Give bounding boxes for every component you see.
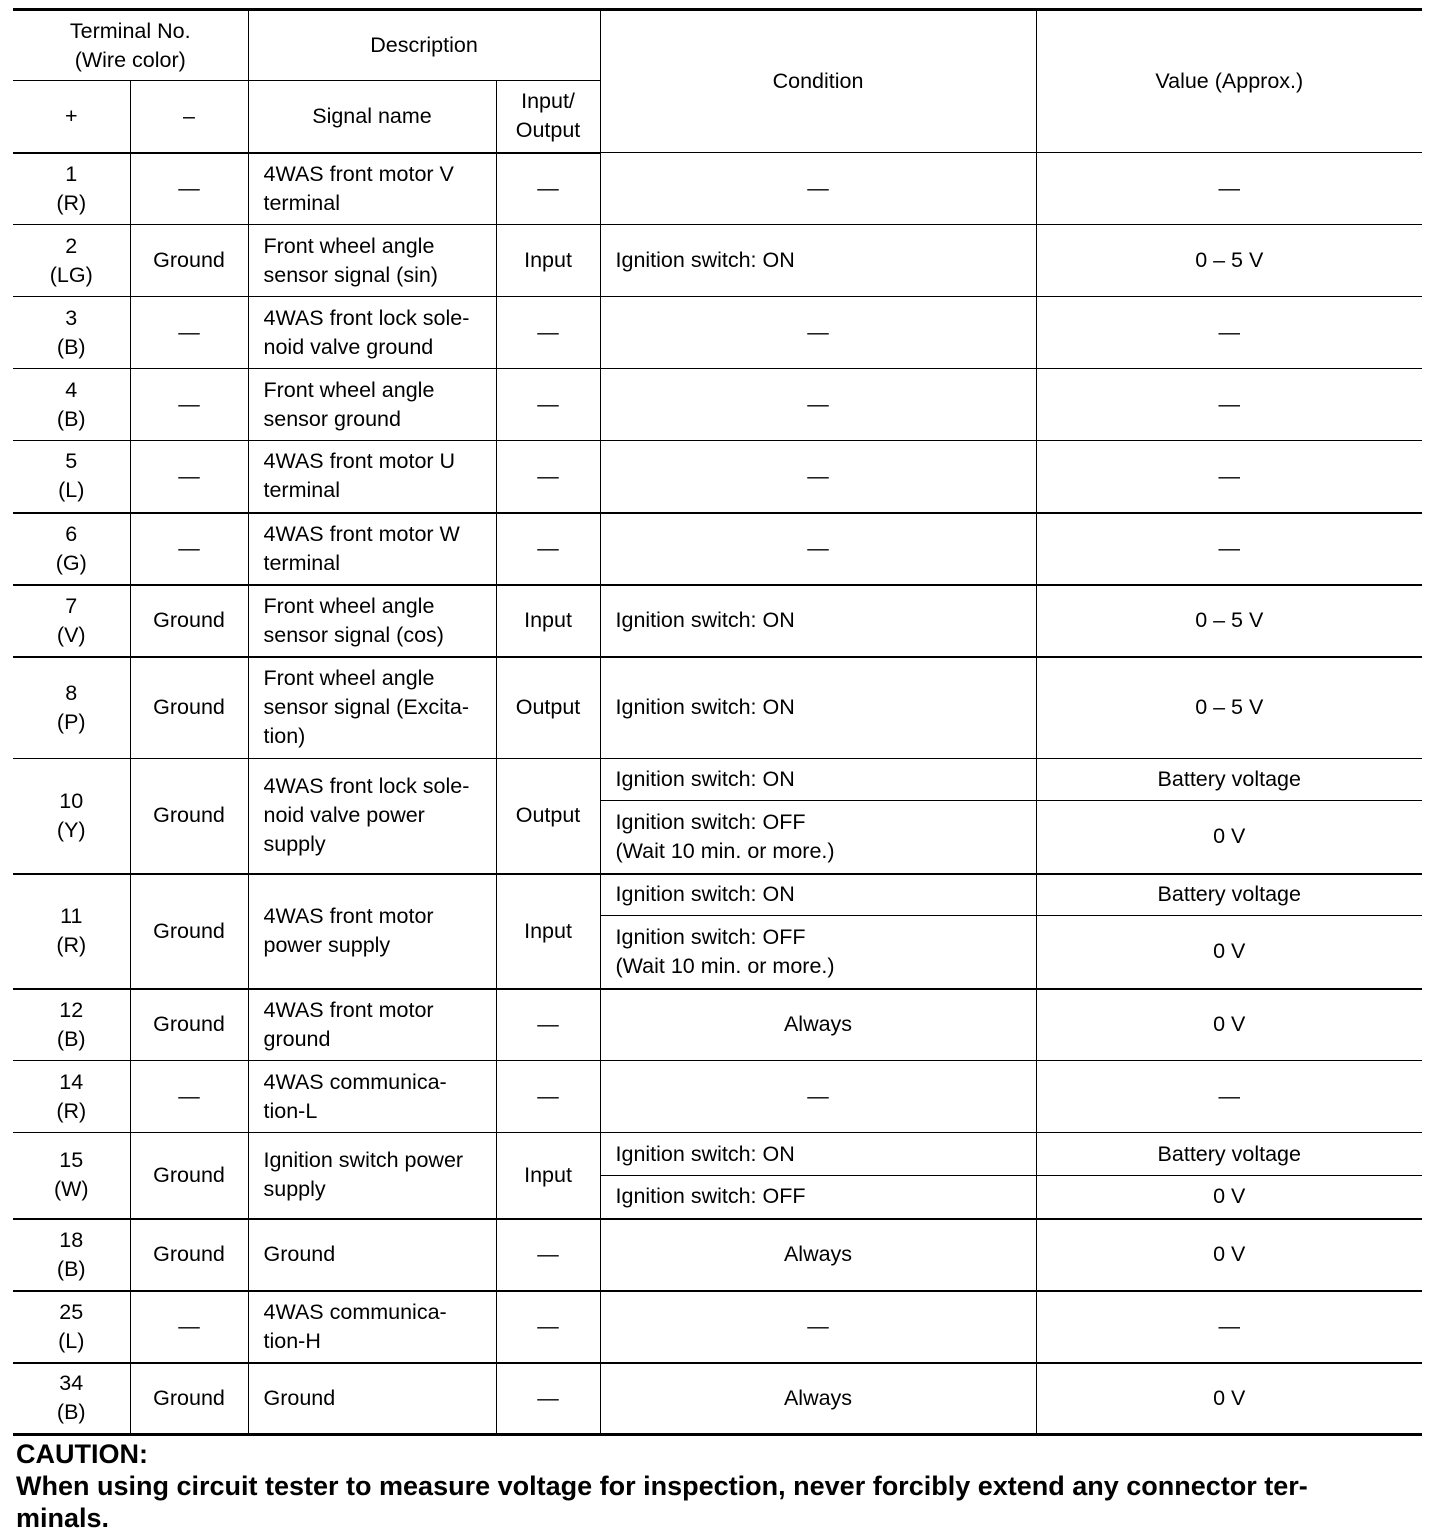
signal-name-cell: Front wheel angle sensor signal (Excita- tion) <box>248 657 496 759</box>
table-row <box>13 369 1422 441</box>
header-input-output: Input/ Output <box>496 81 600 153</box>
table-row <box>13 1291 1422 1363</box>
value-cell: 0 V <box>1036 989 1422 1061</box>
ground-cell: — <box>130 369 248 441</box>
ground-cell: — <box>130 441 248 513</box>
table-row <box>13 441 1422 513</box>
caution-text-content: When using circuit tester to measure voltage for inspection, never forcibly extend any connector ter- minals. <box>16 1471 1308 1533</box>
signal-name-cell: 4WAS front motor U terminal <box>248 441 496 513</box>
value-cell: 0 – 5 V <box>1036 585 1422 657</box>
terminal-cell: 18 (B) <box>13 1219 130 1291</box>
terminal-cell: 5 (L) <box>13 441 130 513</box>
input-output-cell: — <box>496 1291 600 1363</box>
signal-name-cell: Ground <box>248 1219 496 1291</box>
condition-cell: Ignition switch: ON <box>600 759 1036 801</box>
ground-cell: Ground <box>130 874 248 989</box>
header-description: Description <box>248 10 600 81</box>
signal-name-cell: 4WAS front motor power supply <box>248 874 496 989</box>
input-output-cell: Input <box>496 225 600 297</box>
condition-cell: Ignition switch: ON <box>600 1133 1036 1176</box>
condition-cell: — <box>600 297 1036 369</box>
condition-cell: Ignition switch: ON <box>600 585 1036 657</box>
table-row <box>13 1061 1422 1133</box>
input-output-cell: — <box>496 297 600 369</box>
ground-cell: Ground <box>130 585 248 657</box>
value-cell: 0 V <box>1036 1176 1422 1219</box>
header-plus: + <box>13 81 130 153</box>
terminal-cell: 8 (P) <box>13 657 130 759</box>
input-output-cell: Output <box>496 759 600 874</box>
ground-cell: — <box>130 297 248 369</box>
table-row <box>13 513 1422 585</box>
header-value: Value (Approx.) <box>1036 10 1422 153</box>
signal-name-cell: 4WAS front lock sole- noid valve ground <box>248 297 496 369</box>
terminal-cell: 3 (B) <box>13 297 130 369</box>
header-terminal-no: Terminal No. (Wire color) <box>13 10 248 81</box>
terminal-cell: 1 (R) <box>13 153 130 225</box>
signal-name-cell: 4WAS front lock sole- noid valve power supply <box>248 759 496 874</box>
condition-cell: Always <box>600 1363 1036 1435</box>
terminal-table <box>13 8 1422 1436</box>
ground-cell: Ground <box>130 1219 248 1291</box>
condition-cell: Always <box>600 1219 1036 1291</box>
input-output-cell: Input <box>496 585 600 657</box>
table-row <box>13 874 1422 916</box>
input-output-cell: — <box>496 369 600 441</box>
value-cell: — <box>1036 369 1422 441</box>
value-cell: — <box>1036 513 1422 585</box>
condition-cell: — <box>600 153 1036 225</box>
signal-name-cell: Front wheel angle sensor signal (cos) <box>248 585 496 657</box>
condition-cell: — <box>600 1291 1036 1363</box>
condition-cell: Ignition switch: ON <box>600 225 1036 297</box>
value-cell: Battery voltage <box>1036 1133 1422 1176</box>
value-cell: 0 – 5 V <box>1036 225 1422 297</box>
table-row <box>13 153 1422 225</box>
terminal-cell: 11 (R) <box>13 874 130 989</box>
table-row <box>13 1133 1422 1176</box>
terminal-cell: 14 (R) <box>13 1061 130 1133</box>
signal-name-cell: Front wheel angle sensor ground <box>248 369 496 441</box>
value-cell: 0 V <box>1036 1363 1422 1435</box>
value-cell: — <box>1036 153 1422 225</box>
input-output-cell: Output <box>496 657 600 759</box>
ground-cell: — <box>130 1291 248 1363</box>
condition-cell: Ignition switch: OFF (Wait 10 min. or more.) <box>600 801 1036 874</box>
terminal-cell: 25 (L) <box>13 1291 130 1363</box>
table-row <box>13 1219 1422 1291</box>
signal-name-cell: 4WAS front motor W terminal <box>248 513 496 585</box>
condition-cell: Ignition switch: ON <box>600 657 1036 759</box>
signal-name-cell: 4WAS front motor V terminal <box>248 153 496 225</box>
value-cell: Battery voltage <box>1036 759 1422 801</box>
header-signal-name: Signal name <box>248 81 496 153</box>
signal-name-cell: Ignition switch power supply <box>248 1133 496 1219</box>
table-row <box>13 657 1422 759</box>
signal-name-cell: 4WAS communica- tion-L <box>248 1061 496 1133</box>
caution-text <box>16 1470 1426 1534</box>
caution-note <box>16 1438 1426 1534</box>
table-row <box>13 225 1422 297</box>
input-output-cell: — <box>496 1219 600 1291</box>
table-row <box>13 759 1422 801</box>
terminal-cell: 34 (B) <box>13 1363 130 1435</box>
terminal-cell: 15 (W) <box>13 1133 130 1219</box>
value-cell: 0 V <box>1036 916 1422 989</box>
value-cell: 0 V <box>1036 801 1422 874</box>
terminal-cell: 12 (B) <box>13 989 130 1061</box>
ground-cell: Ground <box>130 1363 248 1435</box>
table-body <box>13 153 1422 1435</box>
table-row <box>13 989 1422 1061</box>
header-minus: – <box>130 81 248 153</box>
header-condition: Condition <box>600 10 1036 153</box>
condition-cell: — <box>600 513 1036 585</box>
input-output-cell: — <box>496 513 600 585</box>
condition-cell: Ignition switch: OFF <box>600 1176 1036 1219</box>
signal-name-cell: Ground <box>248 1363 496 1435</box>
ground-cell: Ground <box>130 225 248 297</box>
caution-title: CAUTION: <box>16 1439 148 1469</box>
signal-name-cell: 4WAS front motor ground <box>248 989 496 1061</box>
table-row <box>13 297 1422 369</box>
input-output-cell: Input <box>496 874 600 989</box>
ground-cell: Ground <box>130 759 248 874</box>
condition-cell: — <box>600 441 1036 513</box>
table-header <box>13 10 1422 153</box>
ground-cell: — <box>130 1061 248 1133</box>
terminal-cell: 10 (Y) <box>13 759 130 874</box>
condition-cell: — <box>600 369 1036 441</box>
value-cell: — <box>1036 297 1422 369</box>
input-output-cell: — <box>496 989 600 1061</box>
value-cell: — <box>1036 1061 1422 1133</box>
value-cell: Battery voltage <box>1036 874 1422 916</box>
condition-cell: Always <box>600 989 1036 1061</box>
ground-cell: Ground <box>130 1133 248 1219</box>
signal-name-cell: Front wheel angle sensor signal (sin) <box>248 225 496 297</box>
value-cell: — <box>1036 441 1422 513</box>
condition-cell: Ignition switch: OFF (Wait 10 min. or more.) <box>600 916 1036 989</box>
signal-name-cell: 4WAS communica- tion-H <box>248 1291 496 1363</box>
input-output-cell: Input <box>496 1133 600 1219</box>
value-cell: 0 – 5 V <box>1036 657 1422 759</box>
value-cell: 0 V <box>1036 1219 1422 1291</box>
input-output-cell: — <box>496 441 600 513</box>
terminal-cell: 6 (G) <box>13 513 130 585</box>
table-row <box>13 585 1422 657</box>
condition-cell: Ignition switch: ON <box>600 874 1036 916</box>
value-cell: — <box>1036 1291 1422 1363</box>
terminal-cell: 2 (LG) <box>13 225 130 297</box>
ground-cell: — <box>130 153 248 225</box>
ground-cell: Ground <box>130 989 248 1061</box>
table-row <box>13 1363 1422 1435</box>
input-output-cell: — <box>496 153 600 225</box>
input-output-cell: — <box>496 1363 600 1435</box>
input-output-cell: — <box>496 1061 600 1133</box>
terminal-cell: 7 (V) <box>13 585 130 657</box>
condition-cell: — <box>600 1061 1036 1133</box>
terminal-cell: 4 (B) <box>13 369 130 441</box>
ground-cell: — <box>130 513 248 585</box>
ground-cell: Ground <box>130 657 248 759</box>
